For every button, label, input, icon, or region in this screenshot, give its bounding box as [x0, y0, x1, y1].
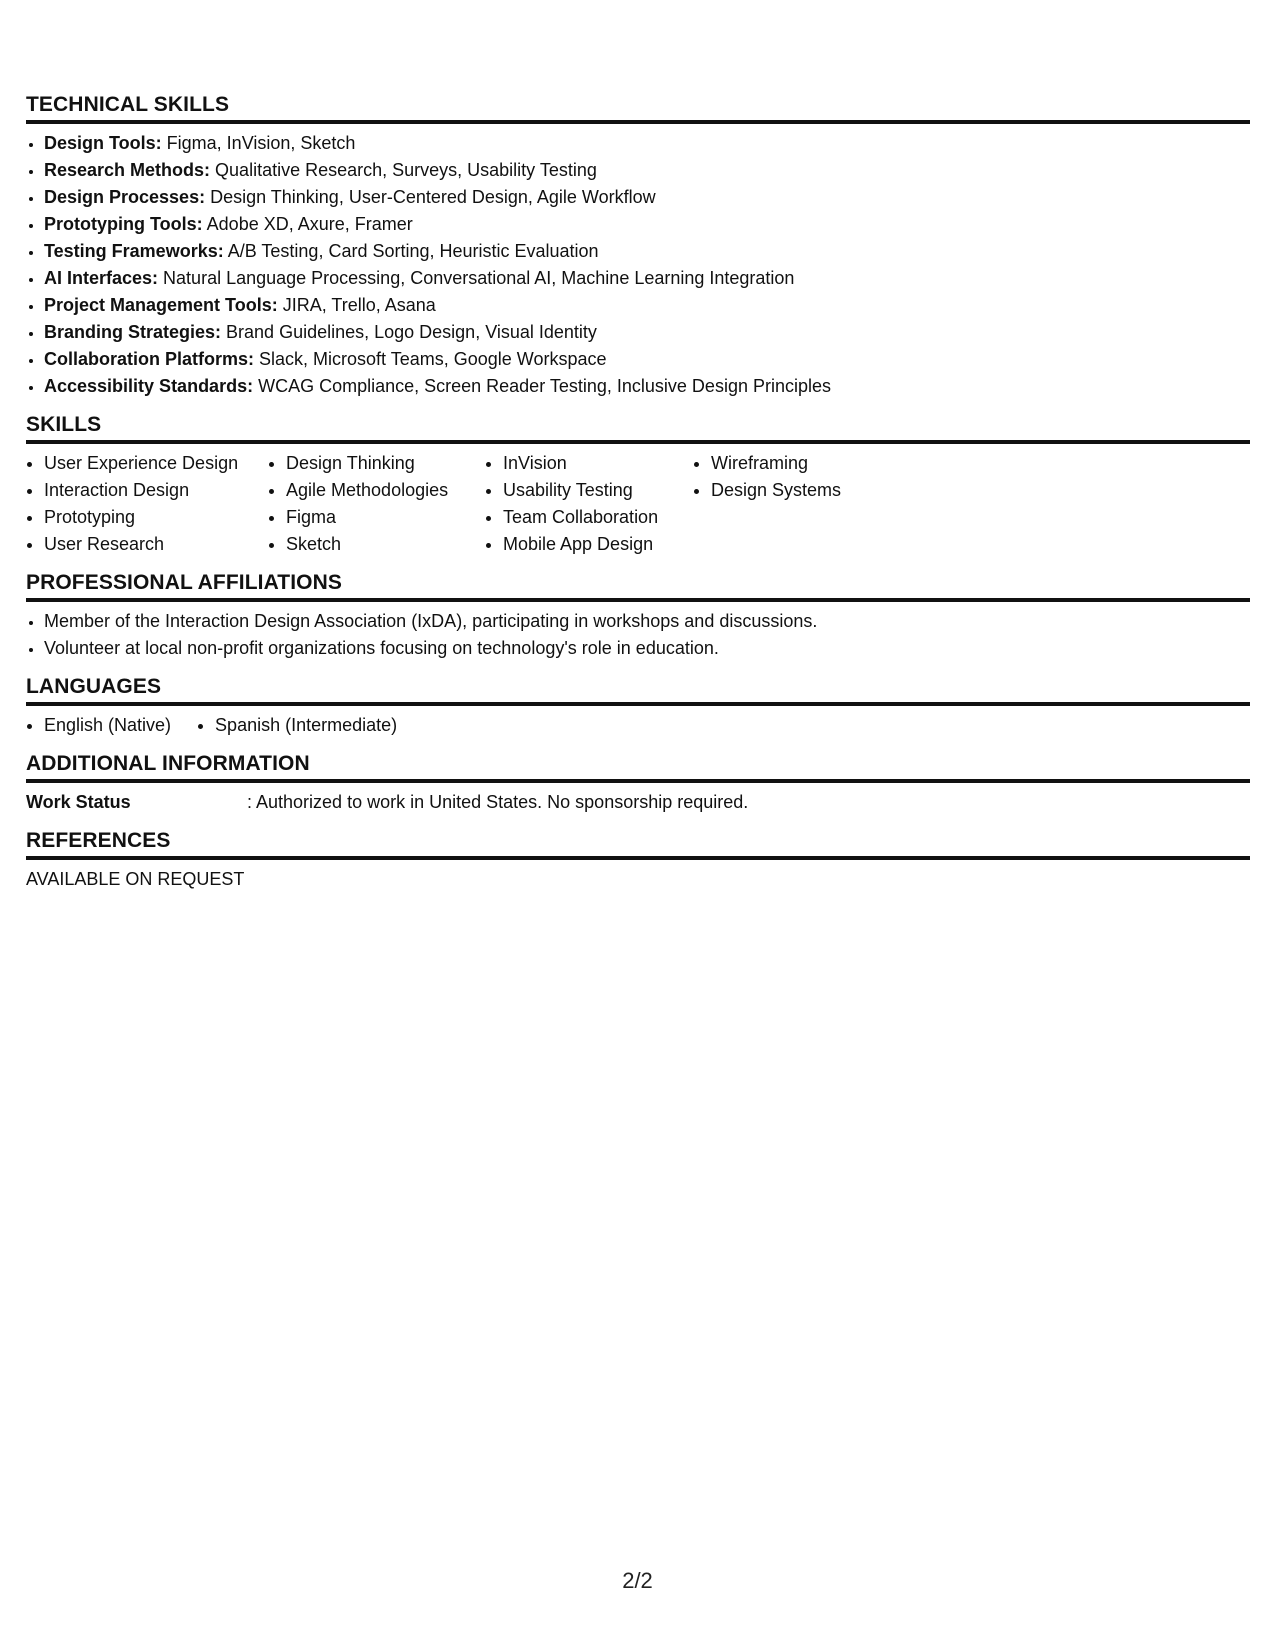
list-item: • Interaction Design: [44, 477, 268, 504]
skills-column: [485, 450, 693, 558]
list-item: • Design Thinking: [286, 450, 485, 477]
list-item: • English (Native): [44, 712, 171, 739]
resume-page: [26, 92, 1250, 905]
list-item: • User Experience Design: [44, 450, 268, 477]
list-item: [44, 292, 1250, 319]
skills-section: [26, 412, 1250, 558]
list-item: • Spanish (Intermediate): [215, 712, 397, 739]
work-status-label: Work Status: [26, 792, 131, 812]
skills-column: [693, 450, 911, 558]
skill-label: AI Interfaces:: [44, 268, 159, 288]
list-item: • Team Collaboration: [503, 504, 693, 531]
list-item: [44, 184, 1250, 211]
skill-value: Design Thinking, User-Centered Design, Agile Workflow: [205, 187, 656, 207]
list-item: • Member of the Interaction Design Association (IxDA), participating in workshops and discussions.: [44, 608, 1250, 635]
list-item: [44, 157, 1250, 184]
list-item: [44, 373, 1250, 400]
technical-skills-section: [26, 92, 1250, 400]
work-status-row: [26, 789, 1250, 816]
skill-label: Research Methods:: [44, 160, 211, 180]
affiliations-list: [26, 608, 1250, 662]
skill-label: Design Processes:: [44, 187, 206, 207]
list-item: • Figma: [286, 504, 485, 531]
list-item: • Agile Methodologies: [286, 477, 485, 504]
skill-label: Project Management Tools:: [44, 295, 278, 315]
list-item: • Usability Testing: [503, 477, 693, 504]
references-section: [26, 828, 1250, 893]
skill-label: Testing Frameworks:: [44, 241, 224, 261]
additional-info-section: [26, 751, 1250, 816]
technical-skills-list: [26, 130, 1250, 400]
skill-value: JIRA, Trello, Asana: [277, 295, 436, 315]
section-title: TECHNICAL SKILLS: [26, 92, 1250, 124]
skill-value: Qualitative Research, Surveys, Usability Testing: [210, 160, 597, 180]
list-item: [44, 238, 1250, 265]
affiliations-section: [26, 570, 1250, 662]
section-title: LANGUAGES: [26, 674, 1250, 706]
list-item: • User Research: [44, 531, 268, 558]
skill-label: Collaboration Platforms:: [44, 349, 255, 369]
skills-grid: [26, 450, 1250, 558]
work-status-value: : Authorized to work in United States. No sponsorship required.: [247, 792, 749, 812]
skill-label: Design Tools:: [44, 133, 162, 153]
section-title: ADDITIONAL INFORMATION: [26, 751, 1250, 783]
skill-value: Slack, Microsoft Teams, Google Workspace: [254, 349, 607, 369]
skill-value: A/B Testing, Card Sorting, Heuristic Evaluation: [223, 241, 599, 261]
skill-value: Figma, InVision, Sketch: [161, 133, 356, 153]
list-item: • Volunteer at local non-profit organizations focusing on technology's role in education.: [44, 635, 1250, 662]
list-item: [44, 319, 1250, 346]
languages-list: [26, 712, 1250, 739]
skill-value: Adobe XD, Axure, Framer: [202, 214, 413, 234]
skill-label: Accessibility Standards:: [44, 376, 254, 396]
section-title: REFERENCES: [26, 828, 1250, 860]
list-item: [44, 211, 1250, 238]
skill-label: Prototyping Tools:: [44, 214, 203, 234]
languages-section: [26, 674, 1250, 739]
list-item: • InVision: [503, 450, 693, 477]
list-item: [44, 346, 1250, 373]
skill-value: Natural Language Processing, Conversational AI, Machine Learning Integration: [158, 268, 795, 288]
section-title: SKILLS: [26, 412, 1250, 444]
list-item: [44, 130, 1250, 157]
page-number: 2/2: [622, 1568, 653, 1593]
list-item: • Design Systems: [711, 477, 911, 504]
skills-column: [26, 450, 268, 558]
list-item: • Mobile App Design: [503, 531, 693, 558]
references-text: AVAILABLE ON REQUEST: [26, 869, 245, 889]
list-item: • Sketch: [286, 531, 485, 558]
section-title: PROFESSIONAL AFFILIATIONS: [26, 570, 1250, 602]
skill-value: WCAG Compliance, Screen Reader Testing, Inclusive Design Principles: [253, 376, 831, 396]
skill-value: Brand Guidelines, Logo Design, Visual Identity: [221, 322, 597, 342]
list-item: [44, 265, 1250, 292]
skill-label: Branding Strategies:: [44, 322, 222, 342]
list-item: • Wireframing: [711, 450, 911, 477]
skills-column: [268, 450, 485, 558]
list-item: • Prototyping: [44, 504, 268, 531]
